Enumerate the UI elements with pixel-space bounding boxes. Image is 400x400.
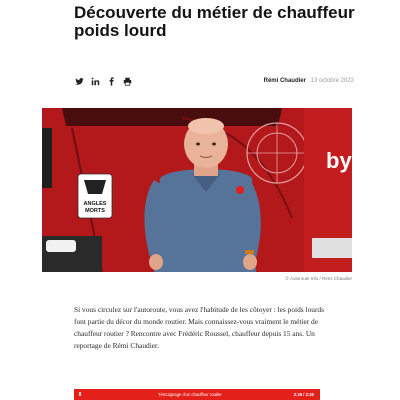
linkedin-icon[interactable] [90,76,100,86]
sticker-line2: MORTS [85,208,105,214]
player-title: Témoignage d'un chauffeur routier [157,392,222,397]
facebook-icon[interactable] [106,76,116,86]
truck-driver-illustration [42,108,352,272]
player-time: 2:26 / 2:26 [293,392,314,397]
photo-credit: © Autoroute Info / Rémi Chaudier [285,276,352,281]
author-name[interactable]: Rémi Chaudier [263,78,306,84]
audio-player[interactable] [74,389,320,400]
print-icon[interactable] [122,76,132,86]
sticker-line1: ANGLES [83,201,107,207]
publish-date: 13 octobre 2022 [310,78,354,84]
article-title: Découverte du métier de chauffeur poids lourd [74,3,355,40]
byline [264,78,354,84]
truck-brand-text: by [326,148,352,173]
article-photo [42,108,352,272]
twitter-icon[interactable] [74,76,84,86]
share-bar [74,74,354,88]
article-intro: Si vous circulez sur l'autoroute, vous avez l'habitude de les côtoyer : les poids lourds font partie du décor du monde routier. Mais connaissez-vous vraiment le métier de chauffeur routier ? Rencontre avec Frédéric Roussel, chauffeur depuis 15 ans. Un reportage de Rémi Chaudier. [74,305,324,350]
pause-icon[interactable]: II [78,391,82,398]
